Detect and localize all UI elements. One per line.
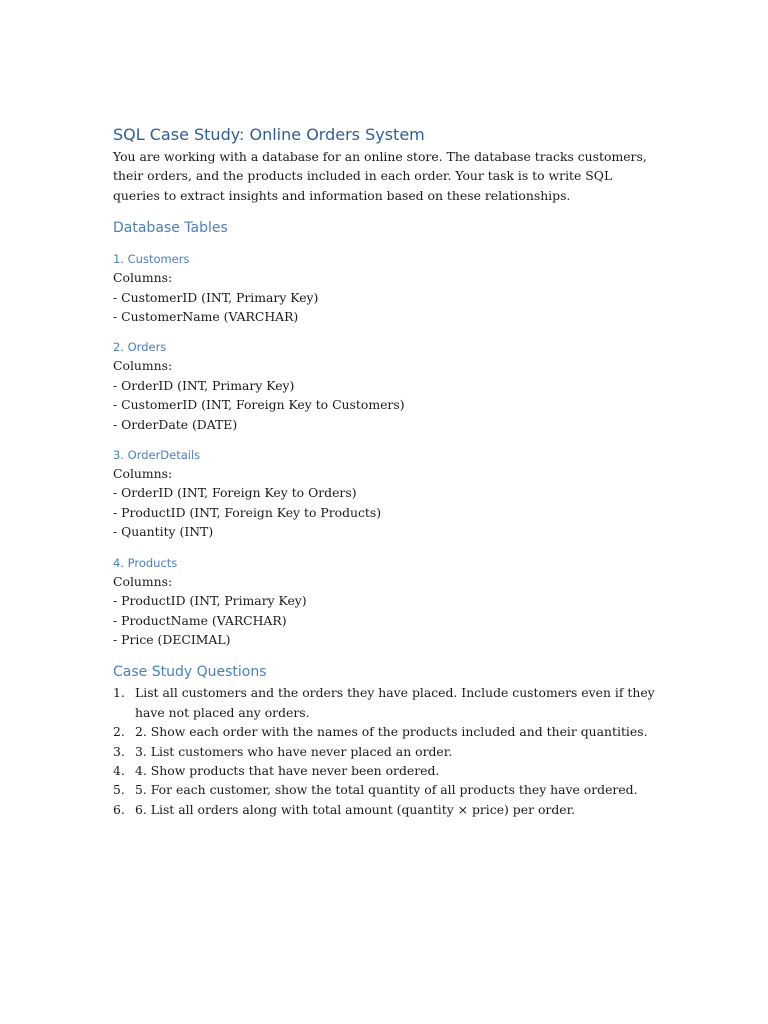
intro-paragraph: You are working with a database for an online store. The database tracks customers, their orders, and the products included in each order. Your task is to write SQL queries to extract insights and information based on these relationships. [113,149,647,203]
question-number: 4. [113,762,125,778]
column-item: - OrderID (INT, Primary Key) [113,377,295,393]
question-number: 6. [113,801,125,817]
columns-label: Columns: [113,573,173,589]
table-heading: 3. OrderDetails [113,448,201,463]
document-page [113,124,658,819]
column-item: - ProductName (VARCHAR) [113,612,287,628]
question-text: 4. Show products that have never been ordered. [135,762,440,778]
question-text: 3. List customers who have never placed an order. [135,743,453,759]
columns-label: Columns: [113,466,173,482]
table-section-customers [113,250,658,326]
column-item: - ProductID (INT, Primary Key) [113,593,307,609]
question-item [113,722,658,741]
column-item: - OrderID (INT, Foreign Key to Orders) [113,485,357,501]
tables-heading: Database Tables [113,220,228,237]
table-section-orderdetails [113,446,658,542]
table-section-orders [113,338,658,434]
column-item: - Quantity (INT) [113,524,214,540]
question-text: 2. Show each order with the names of the products included and their quantities. [135,724,648,740]
columns-label: Columns: [113,358,173,374]
document-title: SQL Case Study: Online Orders System [113,125,425,144]
question-item [113,683,658,722]
questions-heading: Case Study Questions [113,664,267,681]
question-item [113,780,658,799]
question-item [113,761,658,780]
columns-label: Columns: [113,270,173,286]
column-item: - CustomerID (INT, Foreign Key to Customers) [113,397,405,413]
question-number: 1. [113,685,125,701]
questions-list [113,683,658,819]
column-item: - CustomerName (VARCHAR) [113,309,299,325]
question-number: 3. [113,743,125,759]
question-item [113,742,658,761]
table-heading: 2. Orders [113,340,167,355]
question-text: List all customers and the orders they have placed. Include customers even if they have not placed any orders. [135,685,655,720]
table-section-products [113,554,658,650]
question-text: 5. For each customer, show the total quantity of all products they have ordered. [135,782,638,798]
column-item: - OrderDate (DATE) [113,416,238,432]
column-item: - ProductID (INT, Foreign Key to Products) [113,504,382,520]
table-heading: 1. Customers [113,252,190,267]
question-item [113,800,658,819]
question-number: 2. [113,724,125,740]
column-item: - Price (DECIMAL) [113,631,231,647]
column-item: - CustomerID (INT, Primary Key) [113,289,319,305]
question-text: 6. List all orders along with total amount (quantity × price) per order. [135,801,576,817]
table-heading: 4. Products [113,555,178,570]
question-number: 5. [113,782,125,798]
